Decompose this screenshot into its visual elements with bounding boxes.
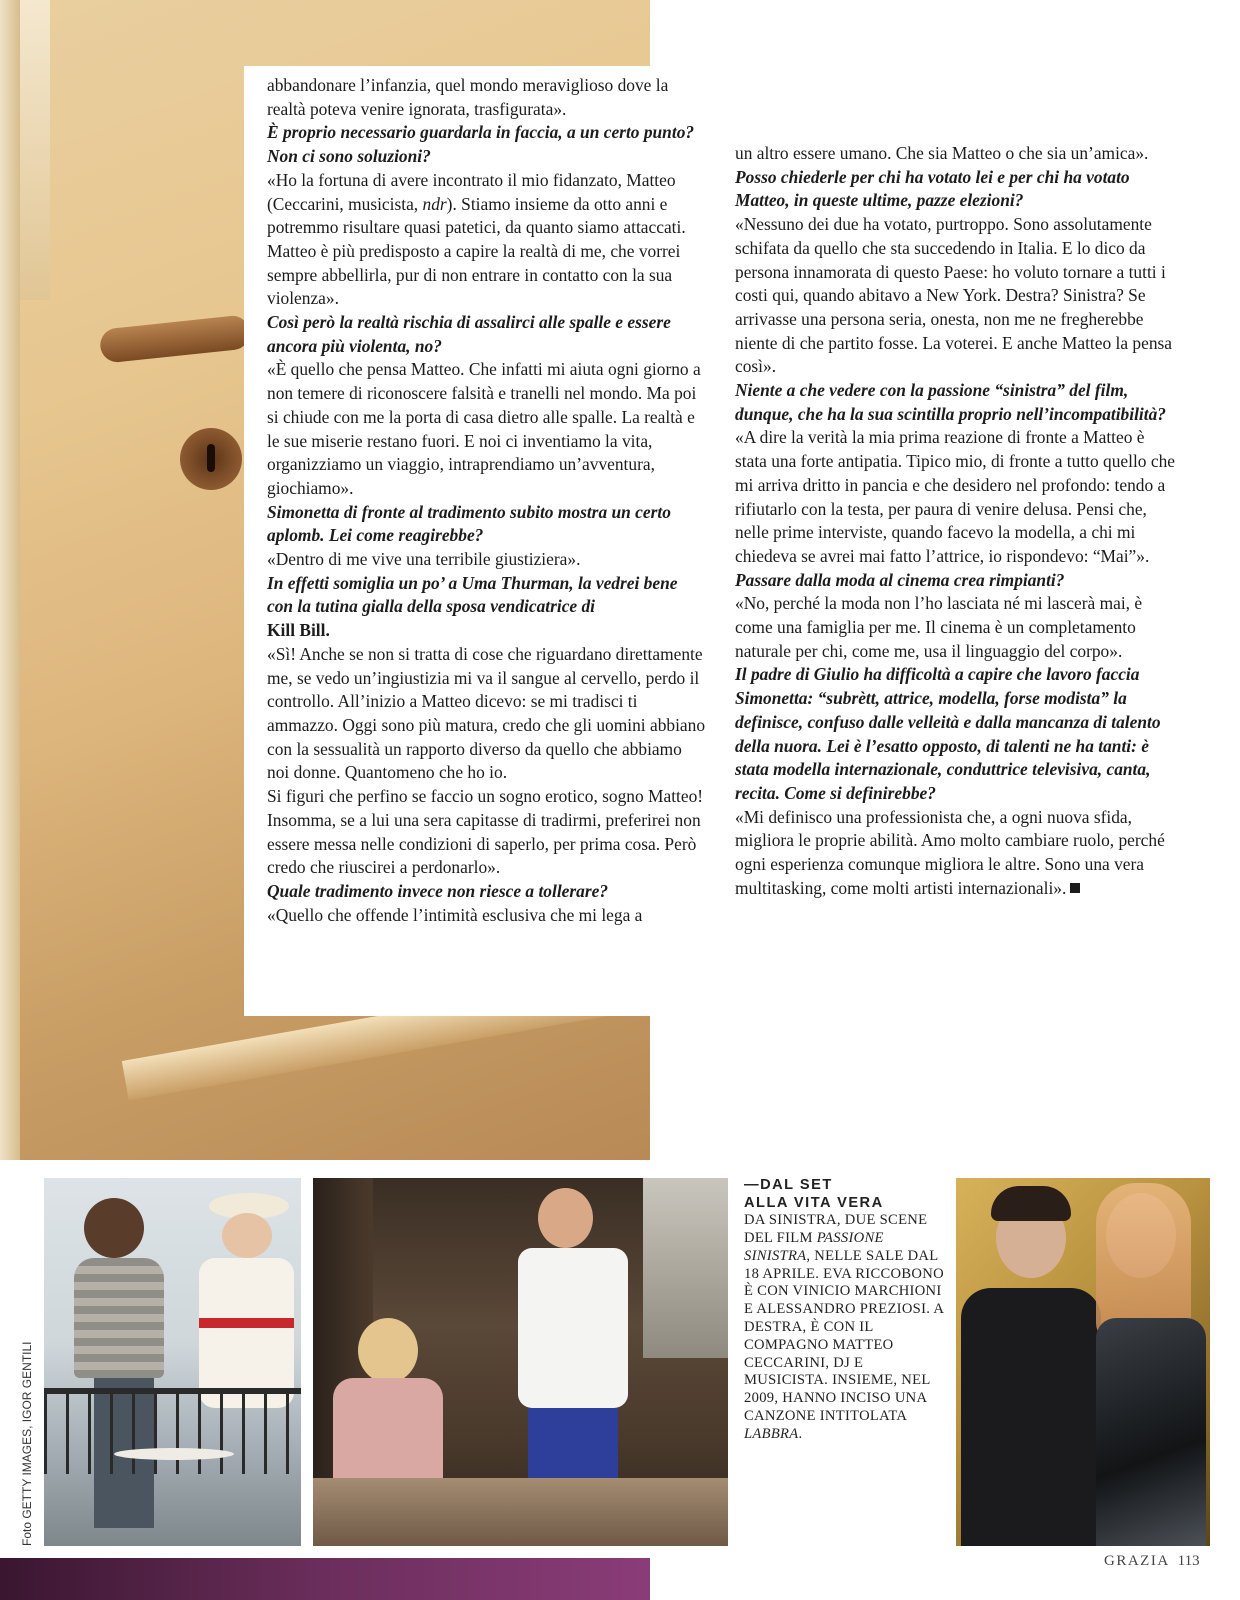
interview-answer: «È quello che pensa Matteo. Che infatti mi aiuta ogni giorno a non temere di riconoscere falsità e tranelli nel mondo. Ma poi si chiude con me la porta di casa dietro alle spalle. La realtà e le sue miserie restano fuori. E noi ci inventiamo la vita, organizziamo un viaggio, intraprendiamo un’avventura, giochiamo». bbox=[267, 359, 701, 498]
table-top bbox=[114, 1448, 234, 1460]
paragraph: abbandonare l’infanzia, quel mondo meraviglioso dove la realtà poteva venire ignorata, trasfigurata». bbox=[267, 75, 669, 119]
door-frame-highlight bbox=[0, 0, 20, 1160]
caption-title-line-2: ALLA VITA VERA bbox=[744, 1194, 884, 1211]
couple-event-photo bbox=[956, 1178, 1210, 1546]
interview-question: Posso chiederle per chi ha votato lei e per chi ha votato Matteo, in queste ultime, pazze elezioni? bbox=[735, 166, 1130, 211]
interview-answer: Si figuri che perfino se faccio un sogno erotico, sogno Matteo! Insomma, se a lui una sera capitasse di tradirmi, preferirei non essere messa nelle condizioni di saperlo, per prima cosa. Però credo che riuscirei a perdonarlo». bbox=[267, 786, 704, 878]
actress-head bbox=[222, 1213, 272, 1258]
caption-title-line-1: —DAL SET bbox=[744, 1177, 833, 1193]
interview-question: Passare dalla moda al cinema crea rimpianti? bbox=[735, 569, 1065, 590]
caption-text: DA SINISTRA, DUE SCENE DEL FILM bbox=[744, 1212, 928, 1246]
answer-text: ). Stiamo insieme da otto anni e potremmo risultare quasi patetici, da quanto siamo attaccati. Matteo è più predisposto a capire la realtà di me, che vorrei sempre abbellirla, pur di non entrare in contatto con la sua violenza». bbox=[267, 193, 686, 309]
door-frame-upper bbox=[20, 0, 50, 300]
caption-title bbox=[744, 1177, 944, 1212]
actor-striped-shirt bbox=[74, 1258, 164, 1378]
man-dark-jacket bbox=[961, 1288, 1101, 1546]
interview-answer: «Quello che offende l’intimità esclusiva che mi lega a bbox=[267, 904, 643, 925]
caption-song-title: LABBRA bbox=[744, 1425, 799, 1442]
caption-text: , NELLE SALE DAL 18 APRILE. EVA RICCOBONO È CON VINICIO MARCHIONI E ALESSANDRO PREZIOSI. A DESTRA, È CON IL COMPAGNO MATTEO CECCARINI, DJ E MUSICISTA. INSIEME, NEL 2009, HANNO INCISO UNA CANZONE INTITOLATA bbox=[744, 1247, 944, 1424]
interview-answer: «Nessuno dei due ha votato, purtroppo. Sono assolutamente schifata da quello che sta succedendo in Italia. E lo dico da persona innamorata di questo Paese: ho voluto tornare a tutti i costi qui, quando abitavo a New York. Destra? Sinistra? Se arrivasse una persona seria, onesta, non me ne fregherebbe niente di che partito fosse. La voterei. E anche Matteo la pensa così». bbox=[735, 214, 1173, 377]
page-number: 113 bbox=[1177, 1553, 1200, 1569]
actress-red-belt bbox=[199, 1318, 294, 1328]
caption-body bbox=[744, 1212, 944, 1443]
interview-answer: «Sì! Anche se non si tratta di cose che riguardano direttamente me, se vedo un’ingiustizia mi va il sangue al cervello, perdo il controllo. All’inizio a Matteo dicevo: se mi tradisci ti ammazzo. Oggi sono più matura, credo che gli uomini abbiano con la sessualità un rapporto diverso da quello che abbiamo noi donne. Quantomeno che ho io. bbox=[267, 643, 706, 783]
actress-blonde-head bbox=[358, 1318, 418, 1383]
film-scene-photo-2 bbox=[313, 1178, 728, 1546]
ndr-abbreviation: ndr bbox=[422, 193, 447, 214]
caption-film-title: PASSIONE SINISTRA bbox=[744, 1229, 884, 1264]
interview-question: Quale tradimento invece non riesce a tollerare? bbox=[267, 880, 609, 901]
magazine-brand: GRAZIA bbox=[1104, 1553, 1170, 1569]
article-column-2 bbox=[735, 142, 1180, 901]
interview-answer bbox=[267, 169, 707, 311]
actress-white-dress bbox=[199, 1258, 294, 1408]
interview-question: Il padre di Giulio ha difficoltà a capire che lavoro faccia Simonetta: “subrètt, attrice, modella, forse modista” la definisce, confuso dalle velleità e dalla mancanza di talento della nuora. Lei è l’esatto opposto, di talenti ne ha tanti: è stata modella internazionale, conduttrice televisiva, canta, recita. Come si definirebbe? bbox=[735, 664, 1161, 803]
interview-question: È proprio necessario guardarla in faccia, a un certo punto? Non ci sono soluzioni? bbox=[267, 122, 695, 167]
woman-patterned-dress bbox=[1096, 1318, 1206, 1546]
end-mark-icon bbox=[1070, 883, 1080, 893]
door-handle bbox=[99, 314, 252, 363]
page-footer bbox=[1104, 1553, 1200, 1570]
interview-answer: «Dentro di me vive una terribile giustiziera». bbox=[267, 549, 581, 570]
railing-bars bbox=[44, 1394, 301, 1474]
bottom-color-strip bbox=[0, 1558, 650, 1600]
film-scene-photo-1 bbox=[44, 1178, 301, 1546]
caption-text: . bbox=[798, 1425, 803, 1442]
window-light bbox=[643, 1178, 728, 1358]
man-hair bbox=[991, 1186, 1071, 1221]
actor-white-shirt bbox=[518, 1248, 628, 1408]
question-text: In effetti somiglia un po’ a Uma Thurman, la vedrei bene con la tutina gialla della sposa vendicatrice di bbox=[267, 572, 678, 617]
interview-question: Simonetta di fronte al tradimento subito mostra un certo aplomb. Lei come reagirebbe? bbox=[267, 501, 671, 546]
interview-question: Niente a che vedere con la passione “sinistra” del film, dunque, che ha la sua scintilla proprio nell’incompatibilità? bbox=[735, 380, 1166, 424]
answer-text: «Mi definisco una professionista che, a ogni nuova sfida, migliora le proprie abilità. Amo molto cambiare ruolo, perché ogni esperienza comunque migliora le altre. Sono una vera multitasking, come molti artisti internazionali». bbox=[735, 806, 1165, 898]
interview-question: Così però la realtà rischia di assalirci alle spalle e essere ancora più violenta, no? bbox=[267, 312, 671, 356]
actress-pink-top bbox=[333, 1378, 443, 1488]
paragraph: un altro essere umano. Che sia Matteo o che sia un’amica». bbox=[735, 143, 1149, 163]
interview-answer bbox=[735, 806, 1180, 901]
film-title-kill-bill: Kill Bill. bbox=[267, 620, 330, 641]
interview-question bbox=[267, 572, 707, 643]
interview-answer: «A dire la verità la mia prima reazione di fronte a Matteo è stata una forte antipatia. Tipico mio, di fronte a tutto quello che mi arriva dritto in pancia e che desidero nel profondo: tendo a rifiutarlo con la testa, per paura di venire delusa. Pensi che, nelle prime interviste, quando facevo la modella, a chi mi chiedeva se avrei mai fatto l’attrice, io rispondevo: “Mai”». bbox=[735, 427, 1175, 566]
actor-head bbox=[84, 1198, 144, 1258]
actor-head bbox=[538, 1188, 593, 1248]
article-column-1 bbox=[267, 74, 707, 927]
wooden-table bbox=[313, 1478, 728, 1546]
interview-answer: «No, perché la moda non l’ho lasciata né mi lascerà mai, è come una famiglia per me. Il cinema è un completamento naturale per chi, come me, usa il linguaggio del corpo». bbox=[735, 593, 1143, 661]
photo-caption bbox=[744, 1177, 944, 1444]
answer-text: «Ho la fortuna di avere incontrato il mio fidanzato, Matteo (Ceccarini, musicista, bbox=[267, 169, 676, 214]
keyhole bbox=[180, 428, 242, 490]
photo-credit: Foto GETTY IMAGES, IGOR GENTILI bbox=[20, 1341, 34, 1546]
